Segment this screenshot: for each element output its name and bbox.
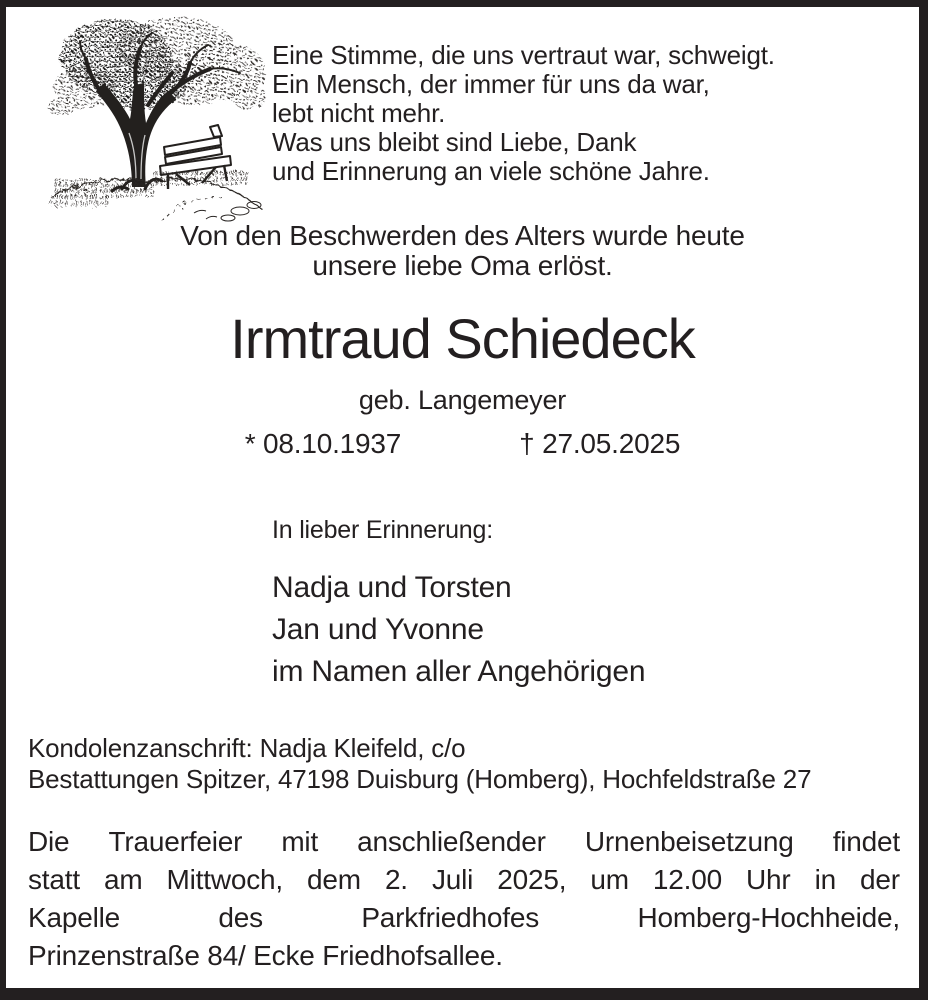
epigraph-line: Eine Stimme, die uns vertraut war, schweigt. bbox=[272, 40, 775, 70]
condolence-address bbox=[28, 733, 900, 795]
header-section bbox=[6, 7, 919, 221]
mourner-line: Nadja und Torsten bbox=[272, 571, 512, 604]
announcement-line: Von den Beschwerden des Alters wurde heute bbox=[180, 220, 745, 251]
birth-date: * 08.10.1937 bbox=[244, 428, 402, 459]
funeral-line: Prinzenstraße 84/ Ecke Friedhofsallee. bbox=[28, 940, 503, 971]
announcement-text bbox=[6, 221, 919, 281]
birth-name: geb. Langemeyer bbox=[358, 385, 567, 415]
mourner-line: im Namen aller Angehörigen bbox=[272, 655, 646, 688]
epigraph-line: und Erinnerung an viele schöne Jahre. bbox=[272, 156, 710, 186]
remembrance-intro: In lieber Erinnerung: bbox=[272, 516, 493, 544]
tree-with-bench-illustration bbox=[44, 13, 270, 225]
mourner-line: Jan und Yvonne bbox=[272, 613, 484, 646]
funeral-line: Die Trauerfeier mit anschließender Urnenbeisetzung findet bbox=[28, 826, 900, 857]
funeral-line: statt am Mittwoch, dem 2. Juli 2025, um 12.00 Uhr in der bbox=[28, 864, 900, 895]
death-date: † 27.05.2025 bbox=[519, 428, 681, 459]
deceased-name: Irmtraud Schiedeck bbox=[230, 307, 695, 370]
epigraph-line: Ein Mensch, der immer für uns da war, bbox=[272, 69, 710, 99]
life-dates bbox=[6, 429, 919, 459]
epigraph-poem bbox=[272, 41, 775, 186]
epigraph-line: Was uns bleibt sind Liebe, Dank bbox=[272, 127, 637, 157]
condolence-line: Bestattungen Spitzer, 47198 Duisburg (Homberg), Hochfeldstraße 27 bbox=[28, 764, 812, 794]
announcement-line: unsere liebe Oma erlöst. bbox=[312, 250, 613, 281]
funeral-details bbox=[28, 823, 900, 975]
funeral-line: Kapelle des Parkfriedhofes Homberg-Hochheide, bbox=[28, 902, 900, 933]
mourners-list bbox=[272, 567, 919, 693]
epigraph-line: lebt nicht mehr. bbox=[272, 98, 446, 128]
condolence-line: Kondolenzanschrift: Nadja Kleifeld, c/o bbox=[28, 733, 466, 763]
